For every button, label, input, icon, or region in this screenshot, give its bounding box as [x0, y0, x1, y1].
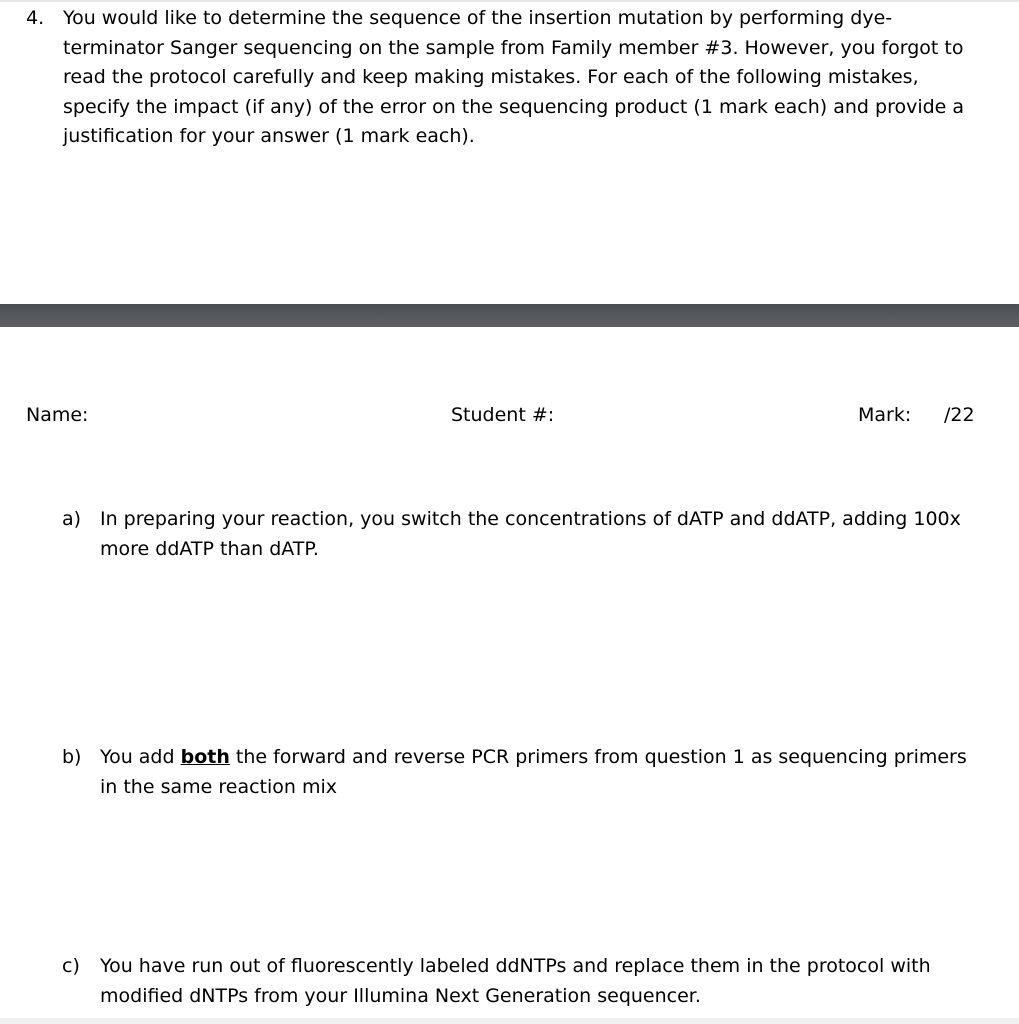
mark-total: /22: [944, 404, 975, 426]
part-a-letter: a): [62, 508, 82, 530]
part-b-letter: b): [62, 746, 82, 768]
question-4: [26, 4, 1006, 152]
part-b-text-after: the forward and reverse PCR primers from question 1 as sequencing primers in the same reaction mix: [100, 746, 967, 798]
student-header: [0, 401, 1019, 429]
part-c-text: You have run out of fluorescently labeled ddNTPs and replace them in the protocol with modified dNTPs from your Illumina Next Generation sequencer.: [100, 955, 931, 1007]
student-number-label: Student #:: [451, 404, 555, 426]
part-b-emphasis: both: [180, 746, 230, 768]
page-bottom-edge: [0, 1018, 1019, 1024]
page-top-edge: [0, 0, 1019, 2]
question-4-number: 4.: [26, 7, 45, 29]
question-4-text: You would like to determine the sequence of the insertion mutation by performing dye-terminator Sanger sequencing on the sample from Family member #3. However, you forgot to read the protocol carefully and keep making mistakes. For each of the following mistakes, specify the impact (if any) of the error on the sequencing product (1 mark each) and provide a justification for your answer (1 mark each).: [63, 7, 965, 147]
part-c-letter: c): [62, 955, 80, 977]
part-b-text-before: You add: [100, 746, 181, 768]
part-a-text: In preparing your reaction, you switch the concentrations of dATP and ddATP, adding 100x more ddATP than dATP.: [100, 508, 961, 560]
mark-label: Mark:: [858, 404, 912, 426]
part-c: [62, 952, 982, 1011]
page-break-divider: [0, 304, 1019, 327]
name-label: Name:: [26, 404, 89, 426]
part-a: [62, 505, 982, 564]
part-b-text: [100, 743, 980, 802]
part-b: [62, 743, 982, 802]
